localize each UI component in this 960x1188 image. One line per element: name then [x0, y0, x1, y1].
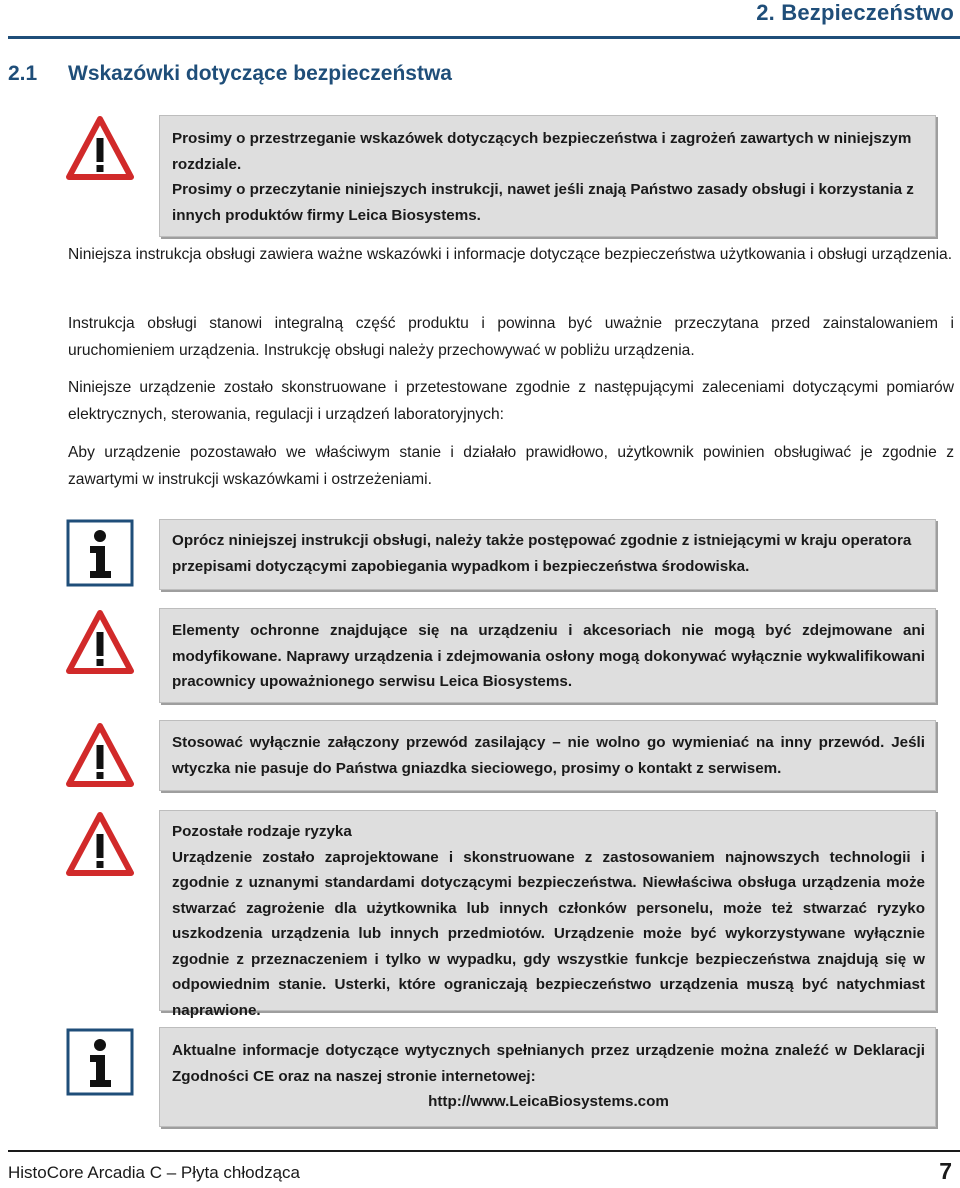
note-title: Pozostałe rodzaje ryzyka: [172, 823, 352, 840]
note-text: Prosimy o przestrzeganie wskazówek dotyczących bezpieczeństwa i zagrożeń zawartych w niniejszym rozdziale.: [172, 130, 912, 173]
note-text: Urządzenie zostało zaprojektowane i skonstruowane z zastosowaniem najnowszych technologii i zgodnie z uznanymi standardami dotyczącymi bezpieczeństwa. Niewłaściwa obsługa urządzenia może stwarzać zagrożenie dla użytkownika lub innych członków personelu, może też stwarzać ryzyko uszkodzenia urządzenia lub innych przedmiotów. Urządzenie może być wykorzystywane wyłącznie zgodnie z przeznaczeniem i tylko w wypadku, gdy wszystkie funkcje bezpieczeństwa znajdują się w odpowiednim stanie. Usterki, które ograniczają bezpieczeństwo urządzenia muszą być natychmiast naprawione.: [172, 848, 925, 1019]
paragraph-text: Instrukcja obsługi stanowi integralną część produktu i powinna być uważnie przeczytana przed zainstalowaniem i uruchomieniem urządzenia. Instrukcję obsługi należy przechowywać w pobliżu urządzenia.: [68, 315, 954, 359]
section-number: 2.1: [8, 62, 38, 85]
safety-note-intro: [159, 115, 936, 237]
safety-note-power-cord: [159, 720, 936, 791]
note-text: Aktualne informacje dotyczące wytycznych spełnianych przez urządzenie można znaleźć w Deklaracji Zgodności CE oraz na naszej stronie internetowej:: [172, 1042, 925, 1085]
warning-triangle-icon: [66, 116, 134, 180]
safety-note-info-regulations: [159, 519, 936, 590]
paragraph: [68, 311, 954, 364]
section-heading: [8, 62, 452, 86]
warning-triangle-icon: [66, 723, 134, 787]
safety-note-residual-risk: [159, 810, 936, 1019]
safety-note-ce-declaration: [159, 1027, 936, 1127]
note-text: Prosimy o przeczytanie niniejszych instrukcji, nawet jeśli znają Państwo zasady obsługi i korzystania z innych produktów firmy Leica Biosystems.: [172, 181, 914, 224]
note-text: Oprócz niniejszej instrukcji obsługi, należy także postępować zgodnie z istniejącymi w kraju operatora przepisami dotyczącymi zapobiegania wypadkom i bezpieczeństwa środowiska.: [172, 532, 912, 575]
info-icon: [66, 1028, 134, 1096]
footer-rule: [8, 1150, 960, 1152]
paragraph: [68, 440, 954, 493]
info-icon: [66, 519, 134, 587]
warning-triangle-icon: [66, 812, 134, 876]
paragraph-text: Aby urządzenie pozostawało we właściwym stanie i działało prawidłowo, użytkownik powinien obsługiwać je zgodnie z zawartymi w instrukcji wskazówkami i ostrzeżeniami.: [68, 444, 954, 488]
paragraph-text: Niniejsze urządzenie zostało skonstruowane i przetestowane zgodnie z następującymi zaleceniami dotyczącymi pomiarów elektrycznych, sterowania, regulacji i urządzeń laboratoryjnych:: [68, 379, 954, 423]
note-text: Elementy ochronne znajdujące się na urządzeniu i akcesoriach nie mogą być zdejmowane ani modyfikowane. Naprawy urządzenia i zdejmowania osłony mogą dokonywać wyłącznie wykwalifikowani pracownicy upoważnionego serwisu Leica Biosystems.: [172, 622, 925, 690]
warning-triangle-icon: [66, 610, 134, 674]
section-title: Wskazówki dotyczące bezpieczeństwa: [68, 62, 452, 85]
website-link[interactable]: http://www.LeicaBiosystems.com: [428, 1093, 669, 1110]
safety-note-protective-elements: [159, 608, 936, 703]
page-number: 7: [939, 1158, 952, 1184]
header-rule: [8, 36, 960, 39]
paragraph-text: Niniejsza instrukcja obsługi zawiera ważne wskazówki i informacje dotyczące bezpieczeństwa użytkowania i obsługi urządzenia.: [68, 246, 953, 263]
note-text: Stosować wyłącznie załączony przewód zasilający – nie wolno go wymieniać na inny przewód. Jeśli wtyczka nie pasuje do Państwa gniazdka sieciowego, prosimy o kontakt z serwisem.: [172, 734, 925, 777]
paragraph: [68, 242, 954, 269]
page-header: [0, 0, 960, 40]
footer-product-name: HistoCore Arcadia C – Płyta chłodząca: [8, 1163, 300, 1182]
paragraph: [68, 375, 954, 428]
chapter-title: 2. Bezpieczeństwo: [756, 0, 954, 25]
